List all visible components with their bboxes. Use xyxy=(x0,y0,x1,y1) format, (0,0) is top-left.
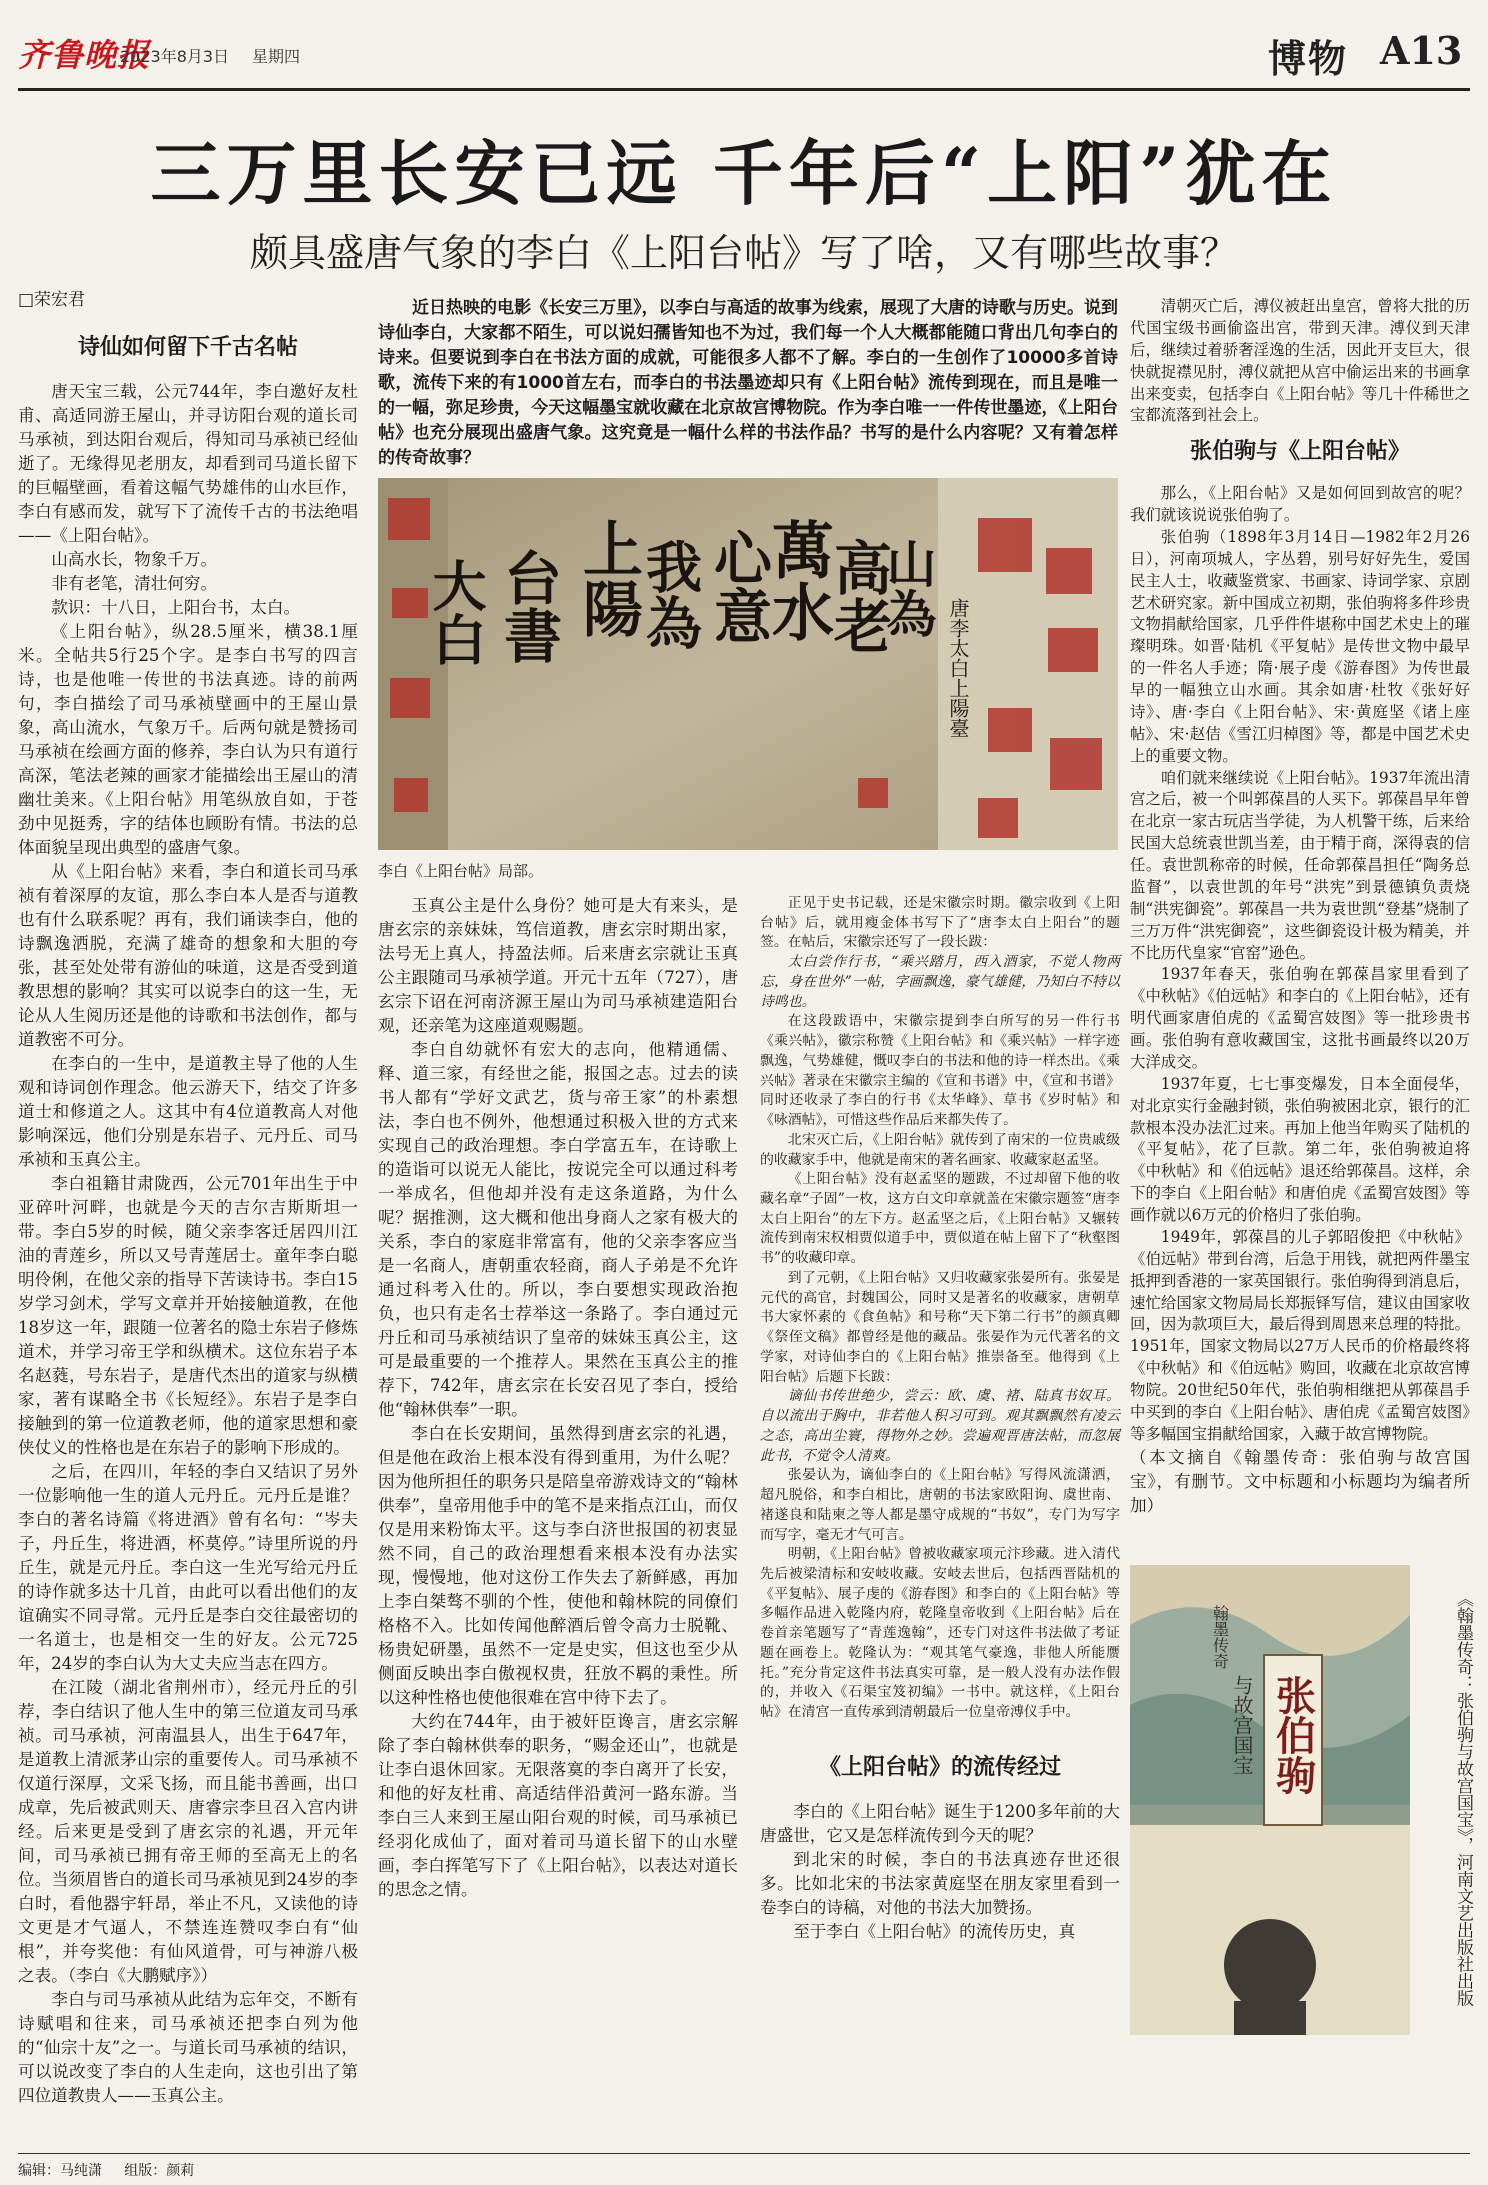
paragraph: 那么，《上阳台帖》又是如何回到故宫的呢？我们就该说说张伯驹了。 xyxy=(1130,484,1470,524)
glyph-2: 台書 xyxy=(494,548,562,664)
issue-date: 2023年8月3日 xyxy=(120,47,230,66)
paragraph: 之后，在四川，年轻的李白又结识了另外一位影响他一生的道人元丹丘。元丹丘是谁？李白的著名诗篇《将进酒》曾有名句：“岑夫子，丹丘生，将进酒，杯莫停。”诗里所说的丹丘生，就是元丹丘。李白这一生光写给元丹丘的诗作就多达十几首，由此可以看出他们的友谊确实不同寻常。元丹丘是李白交往最密切的一名道士，也是相交一生的好友。公元725年，24岁的李白认为大丈夫应当志在四方。 xyxy=(18,1462,358,1673)
paragraph: 《上阳台帖》没有赵孟坚的题跋，不过却留下他的收藏名章“子固”一枚，这方白文印章就盖在宋徽宗题签“唐李太白上阳台”的左下方。赵孟坚之后，《上阳台帖》又辗转流传到南宋权相贾似道手中，贾似道在帖上留下了“秋壑图书”的收藏印章。 xyxy=(760,1171,1120,1267)
page-header xyxy=(0,0,1488,92)
paragraph: 非有老笔，清壮何穷。 xyxy=(51,574,218,593)
glyph-1: 大白 xyxy=(424,558,488,666)
paragraph: 在江陵（湖北省荆州市），经元丹丘的引荐，李白结识了他人生中的第三位道友司马承祯。司马承祯，河南温县人，出生于647年，是道教上清派茅山宗的重要传人。司马承祯不仅道行深厚，文采飞扬，而且能书善画，出口成章，先后被武则天、唐睿宗李旦召入宫内讲经。后来更是受到了唐玄宗的礼遇，开元年间，司马承祯已拥有帝王师的至高无上的名位。当须眉皆白的道长司马承祯见到24岁的李白时，看他器宇轩昂，举止不凡，又读他的诗文更是才气逼人，不禁连连赞叹李白有“仙根”，并夸奖他：有仙风道骨，可与神游八极之表。（李白《大鹏赋序》） xyxy=(18,1678,358,1985)
paragraph: 《上阳台帖》，纵28.5厘米，横38.1厘米。全帖共5行25个字。是李白书写的四言诗，也是他唯一传世的书法真迹。诗的前两句，李白描绘了司马承祯壁画中的王屋山景象，高山流水，气象万千。后两句就是赞扬司马承祯在绘画方面的修养，李白认为只有道行高深，笔法老辣的画家才能描绘出王屋山的清幽壮美来。《上阳台帖》用笔纵放自如，于苍劲中见挺秀，字的结体也顾盼有情。书法的总体面貌呈现出典型的盛唐气象。 xyxy=(18,622,358,857)
paragraph: 正见于史书记载，还是宋徽宗时期。徽宗收到《上阳台帖》后，就用瘦金体书写下了“唐李太白上阳台”的题签。在帖后，宋徽宗还写了一段长跋： xyxy=(760,895,1120,951)
lead-paragraph: 近日热映的电影《长安三万里》，以李白与高适的故事为线索，展现了大唐的诗歌与历史。说到诗仙李白，大家都不陌生，可以说妇孺皆知也不为过，我们每一个人大概都能随口背出几句李白的诗来。但要说到李白在书法方面的成就，可能很多人都不了解。李白的一生创作了10000多首诗歌，流传下来的有1000首左右，而李白的书法墨迹却只有《上阳台帖》流传到现在，而且是唯一的一幅，弥足珍贵，今天这幅墨宝就收藏在北京故宫博物院。作为李白唯一一件传世墨迹，《上阳台帖》也充分展现出盛唐气象。这究竟是一幅什么样的书法作品？书写的是什么内容呢？又有着怎样的传奇故事？ xyxy=(378,298,1118,468)
paragraph: 李白的《上阳台帖》诞生于1200多年前的大唐盛世，它又是怎样流传到今天的呢？ xyxy=(760,1802,1120,1845)
paragraph: 山高水长，物象千万。 xyxy=(51,550,218,569)
paragraph: 1937年春天，张伯驹在郭葆昌家里看到了《中秋帖》《伯远帖》和李白的《上阳台帖》，还有明代画家唐伯虎的《孟蜀宫妓图》等一批珍贵书画。张伯驹有意收藏国宝，这批书画最终以20万大洋成交。 xyxy=(1130,965,1470,1071)
subheadline: 颇具盛唐气象的李白《上阳台帖》写了啥，又有哪些故事？ xyxy=(249,231,1238,275)
paragraph: 至于李白《上阳台帖》的流传历史，真 xyxy=(793,1922,1076,1941)
column-4-top xyxy=(1130,296,1470,427)
paragraph: 从《上阳台帖》来看，李白和道长司马承祯有着深厚的友谊，那么李白本人是否与道教也有什么联系呢？再有，我们诵读李白，他的诗飘逸洒脱，充满了雄奇的想象和大胆的夸张，甚至处处带有游仙的味道，这是否受到道教思想的影响？其实可以说李白的这一生，无论从人生阅历还是他的诗歌和书法创作，都与道教密不可分。 xyxy=(18,862,358,1049)
glyph-3: 上陽 xyxy=(573,518,643,638)
book-cover xyxy=(1130,1565,1410,2035)
paragraph: 清朝灭亡后，溥仪被赶出皇宫，曾将大批的历代国宝级书画偷盗出宫，带到天津。溥仪到天津后，继续过着骄奢淫逸的生活，因此开支巨大，很快就捉襟见肘，溥仪就把从宫中偷运出来的书画拿出来变卖，包括李白《上阳台帖》等几十件稀世之宝都流落到社会上。 xyxy=(1130,297,1470,425)
editor-credit: 编辑：马纯潇 xyxy=(18,2163,102,2179)
header-rule xyxy=(18,88,1470,91)
footer-rule xyxy=(18,2153,1470,2154)
paragraph: 李白祖籍甘肃陇西，公元701年出生于中亚碎叶河畔，也就是今天的吉尔吉斯斯坦一带。李白5岁的时候，随父亲李客迁居四川江油的青莲乡，所以又号青莲居士。童年李白聪明伶俐，在他父亲的指导下苦读诗书。李白15岁学习剑术，学写文章并开始接触道教，在他18岁这一年，跟随一位著名的隐士东岩子修炼道术，并学习帝王学和纵横术。这位东岩子本名赵蕤，号东岩子，是唐代杰出的道家与纵横家，著有谋略全书《长短经》。东岩子是李白接触到的第一位道教老师，他的道家思想和豪侠仗义的性格也是在东岩子的影响下形成的。 xyxy=(18,1174,358,1457)
glyph-6: 萬水 xyxy=(761,518,835,642)
paragraph: 李白自幼就怀有宏大的志向，他精通儒、释、道三家，有经世之能，报国之志。过去的读书人都有“学好文武艺，货与帝王家”的朴素想法，李白也不例外，他想通过积极入世的方式来实现自己的政治理想。李白学富五车，在诗歌上的造诣可以说无人能比，按说完全可以通过科考一举成名，但他却并没有走这条道路，为什么呢？据推测，这大概和他出身商人之家有极大的关系，李白的家庭非常富有，他的父亲李客应当是一名商人，唐朝重农轻商，商人子弟是不允许通过科考入仕的。所以，李白要想实现政治抱负，也只有走名士荐举这一条路了。李白通过元丹丘和司马承祯结识了皇帝的妹妹玉真公主，这可是最重要的一个推荐人。果然在玉真公主的推荐下，742年，唐玄宗在长安召见了李白，授给他“翰林供奉”一职。 xyxy=(378,1040,738,1419)
paragraph: 款识：十八日，上阳台书，太白。 xyxy=(51,598,301,617)
source-note: （本文摘自《翰墨传奇：张伯驹与故宫国宝》，有删节。文中标题和小标题均为编者所加） xyxy=(1130,1447,1470,1515)
paragraph: 李白在长安期间，虽然得到唐玄宗的礼遇，但是他在政治上根本没有得到重用，为什么呢？因为他所担任的职务只是陪皇帝游戏诗文的“翰林供奉”，皇帝用他手中的笔不是来指点江山，而仅仅是用来粉饰太平。这与李白济世报国的初衷显然不同，自己的政治理想看来根本没有办法实现，慢慢地，他对这份工作失去了新鲜感，再加上李白桀骜不驯的个性，使他和翰林院的同僚们格格不入。比如传闻他醉酒后曾令高力士脱靴、杨贵妃研墨，虽然不一定是史实，但这也至少从侧面反映出李白傲视权贵，狂放不羁的秉性。所以这种性格也使他很难在宫中待下去了。 xyxy=(378,1424,738,1707)
paragraph: 张伯驹（1898年3月14日—1982年2月26日），河南项城人，字丛碧，别号好好先生，爱国民主人士，收藏鉴赏家、书画家、诗词学家、京剧艺术研究家。新中国成立初期，张伯驹将多件珍贵文物捐献给国家，几乎件件堪称中国艺术史上的璀璨明珠。如晋·陆机《平复帖》是传世文物中最早的一件名人手迹；隋·展子虔《游春图》为传世最早的一幅独立山水画。其余如唐·杜牧《张好好诗》、唐·李白《上阳台帖》、宋·黄庭坚《诸上座帖》、宋·赵佶《雪江归棹图》等，都是中国艺术史上的重要文物。 xyxy=(1130,527,1470,765)
paragraph: 到了元朝，《上阳台帖》又归收藏家张晏所有。张晏是元代的高官，封魏国公，同时又是著名的收藏家，唐朝草书大家怀素的《食鱼帖》和号称“天下第二行书”的颜真卿《祭侄文稿》都曾经是他的藏品。张晏作为元代著名的文学家，对诗仙李白的《上阳台帖》推崇备至。他得到《上阳台帖》后题下长跋： xyxy=(760,1269,1120,1385)
photo-caption: 李白《上阳台帖》局部。 xyxy=(378,862,544,880)
glyph-7: 高老 xyxy=(824,538,892,654)
page-number: A13 xyxy=(1380,28,1463,73)
paragraph: 在李白的一生中，是道教主导了他的人生观和诗词创作理念。他云游天下，结交了许多道士和修道之人。这其中有4位道教高人对他影响深远，他们分别是东岩子、元丹丘、司马承祯和玉真公主。 xyxy=(18,1054,358,1169)
book-cover-art xyxy=(1130,1565,1410,2035)
book-title: 张伯驹 xyxy=(1269,1675,1317,1795)
paragraph: 谪仙书传世绝少，尝云：欧、虞、褚、陆真书奴耳。自以流出于胸中，非若他人积习可到。观其飘飘然有凌云之态，高出尘寰，得物外之妙。尝遍观晋唐法帖，而忽展此书，不觉令人清爽。 xyxy=(760,1388,1120,1464)
calligraphy-image xyxy=(378,478,1118,850)
book-caption: 《翰墨传奇：张伯驹与故宫国宝》，河南文艺出版社出版 xyxy=(1453,1590,1473,2007)
column-4-body xyxy=(1130,483,1470,1446)
glyph-5: 心意 xyxy=(704,528,772,644)
paragraph: 唐天宝三载，公元744年，李白邀好友杜甫、高适同游王屋山，并寻访阳台观的道长司马承祯，到达阳台观后，得知司马承祯已经仙逝了。无缘得见老朋友，却看到司马道长留下的巨幅壁画，看着这幅气势雄伟的山水巨作，李白有感而发，就写下了流传千古的书法绝唱——《上阳台帖》。 xyxy=(18,382,358,545)
column-3-lower xyxy=(760,1800,1120,1944)
column-4 xyxy=(1130,296,1470,1518)
paragraph: 明朝，《上阳台帖》曾被收藏家项元汴珍藏。进入清代先后被梁清标和安岐收藏。安岐去世后，包括西晋陆机的《平复帖》、展子虔的《游春图》和李白的《上阳台帖》等多幅作品进入乾隆内府，乾隆皇帝收到《上阳台帖》后在卷首亲笔题写了“青莲逸翰”，还专门对这件书法做了考证题在画卷上。乾隆认为：“观其笔气豪逸，非他人所能赝托。”充分肯定这件书法真实可靠，是一般人没有办法作假的，并收入《石渠宝笈初编》一书中。就这样，《上阳台帖》在清宫一直传承到清朝最后一位皇帝溥仪手中。 xyxy=(760,1546,1120,1721)
paragraph: 1937年夏，七七事变爆发，日本全面侵华，对北京实行金融封锁，张伯驹被困北京，银行的汇款根本没办法汇过来。再加上他当年购买了陆机的《平复帖》，花了巨款。第二年，张伯驹被迫将《中秋帖》和《伯远帖》退还给郭葆昌。这样，余下的李白《上阳台帖》和唐伯虎《孟蜀宫妓图》等画作就以6万元的价格归了张伯驹。 xyxy=(1130,1074,1470,1224)
glyph-4: 我為 xyxy=(637,538,703,650)
section-name: 博物 xyxy=(1268,36,1349,81)
paragraph: 在这段跋语中，宋徽宗提到李白所写的另一件行书《乘兴帖》，徽宗称赞《上阳台帖》和《乘兴帖》一样字迹飘逸，气势雄健，慨叹李白的书法和他的诗一样杰出。《乘兴帖》著录在宋徽宗主编的《宣和书谱》中，《宣和书谱》同时还收录了李白的行书《太华峰》、草书《岁时帖》和《咏酒帖》，可惜这些作品后来都失传了。 xyxy=(760,1013,1120,1129)
paragraph: 1949年，郭葆昌的儿子郭昭俊把《中秋帖》《伯远帖》带到台湾，后急于用钱，就把两件墨宝抵押到香港的一家英国银行。张伯驹得到消息后，速忙给国家文物局局长郑振铎写信，建议由国家收回，因为款项巨大，最后得到周恩来总理的特批。1951年，国家文物局以27万人民币的价格最终将《中秋帖》和《伯远帖》购回，收藏在北京故宫博物院。20世纪50年代，张伯驹相继把从郭葆昌手中买到的李白《上阳台帖》、唐伯虎《孟蜀宫妓图》等多幅国宝捐献给国家，入藏于故宫博物院。 xyxy=(1130,1227,1470,1443)
book-subtitle: 与故宫国宝 xyxy=(1230,1675,1254,1775)
book-series: 翰墨传奇 xyxy=(1210,1605,1230,1669)
column-1 xyxy=(18,288,358,2108)
section-title-2: 《上阳台帖》的流传经过 xyxy=(818,1755,1061,1780)
calligraphy-photo xyxy=(378,478,1118,850)
masthead-logo: 齐鲁晚报 xyxy=(18,36,151,74)
section-title-1: 诗仙如何留下千古名帖 xyxy=(77,335,298,360)
paragraph: 北宋灭亡后，《上阳台帖》就传到了南宋的一位贵戚级的收藏家手中，他就是南宋的著名画家、收藏家赵孟坚。 xyxy=(760,1131,1120,1168)
section-title-3: 张伯驹与《上阳台帖》 xyxy=(1189,439,1410,465)
footer-credits xyxy=(18,2160,194,2180)
column-1-body xyxy=(18,380,358,2108)
paragraph: 李白与司马承祯从此结为忘年交，不断有诗赋唱和往来，司马承祯还把李白列为他的“仙宗十友”之一。与道长司马承祯的结识，可以说改变了李白的人生走向，这也引出了第四位道教贵人——玉真公主。 xyxy=(18,1990,358,2105)
column-2 xyxy=(378,894,738,1902)
glyph-8: 山為 xyxy=(878,538,938,638)
paragraph: 咱们就来继续说《上阳台帖》。1937年流出清宫之后，被一个叫郭葆昌的人买下。郭葆昌早年曾在北京一家古玩店当学徒，为人机警干练，后来给民国大总统袁世凯当差，由于精于商，深得袁的信任。袁世凯称帝的时候，任命郭葆昌担任“陶务总监督”，以袁世凯的年号“洪宪”到景德镇负责烧制“洪宪御瓷”。郭葆昌一共为袁世凯“登基”烧制了三万万件“洪宪御瓷”，这些御瓷设计极为精美，并不比历代皇家“官窑”逊色。 xyxy=(1130,768,1470,962)
column-3 xyxy=(760,894,1120,1723)
paragraph: 大约在744年，由于被奸臣谗言，唐玄宗解除了李白翰林供奉的职务，“赐金还山”，也就是让李白退休回家。无限落寞的李白离开了长安，和他的好友杜甫、高适结伴沿黄河一路东游。当李白三人来到王屋山阳台观的时候，司马承祯已经羽化成仙了，面对着司马道长留下的山水壁画，李白挥笔写下了《上阳台帖》，以表达对道长的思念之情。 xyxy=(378,1712,738,1899)
glyph-9: 唐李太白上陽臺 xyxy=(946,598,970,738)
layout-credit: 组版：颜莉 xyxy=(124,2163,195,2179)
byline: □荣宏君 xyxy=(18,290,86,310)
paragraph: 张晏认为，谪仙李白的《上阳台帖》写得风流潇洒，超凡脱俗，和李白相比，唐朝的书法家欧阳询、虞世南、褚遂良和陆柬之等人都是墨守成规的“书奴”，专门为写字而写字，毫无才气可言。 xyxy=(760,1467,1120,1543)
headline: 三万里长安已远 千年后“上阳”犹在 xyxy=(150,132,1338,215)
paragraph: 玉真公主是什么身份？她可是大有来头，是唐玄宗的亲妹妹，笃信道教，唐玄宗时期出家，法号无上真人，持盈法师。后来唐玄宗就让玉真公主跟随司马承祯学道。开元十五年（727），唐玄宗下诏在河南济源王屋山为司马承祯建造阳台观，还亲笔为这座道观赐题。 xyxy=(378,896,738,1035)
issue-weekday: 星期四 xyxy=(252,47,301,66)
paragraph: 太白尝作行书，“乘兴踏月，西入酒家，不觉人物两忘，身在世外”一帖，字画飘逸，豪气雄健，乃知白不特以诗鸣也。 xyxy=(760,954,1120,1010)
paragraph: 到北宋的时候，李白的书法真迹存世还很多。比如北宋的书法家黄庭坚在朋友家里看到一卷李白的诗稿，对他的书法大加赞扬。 xyxy=(760,1850,1120,1917)
